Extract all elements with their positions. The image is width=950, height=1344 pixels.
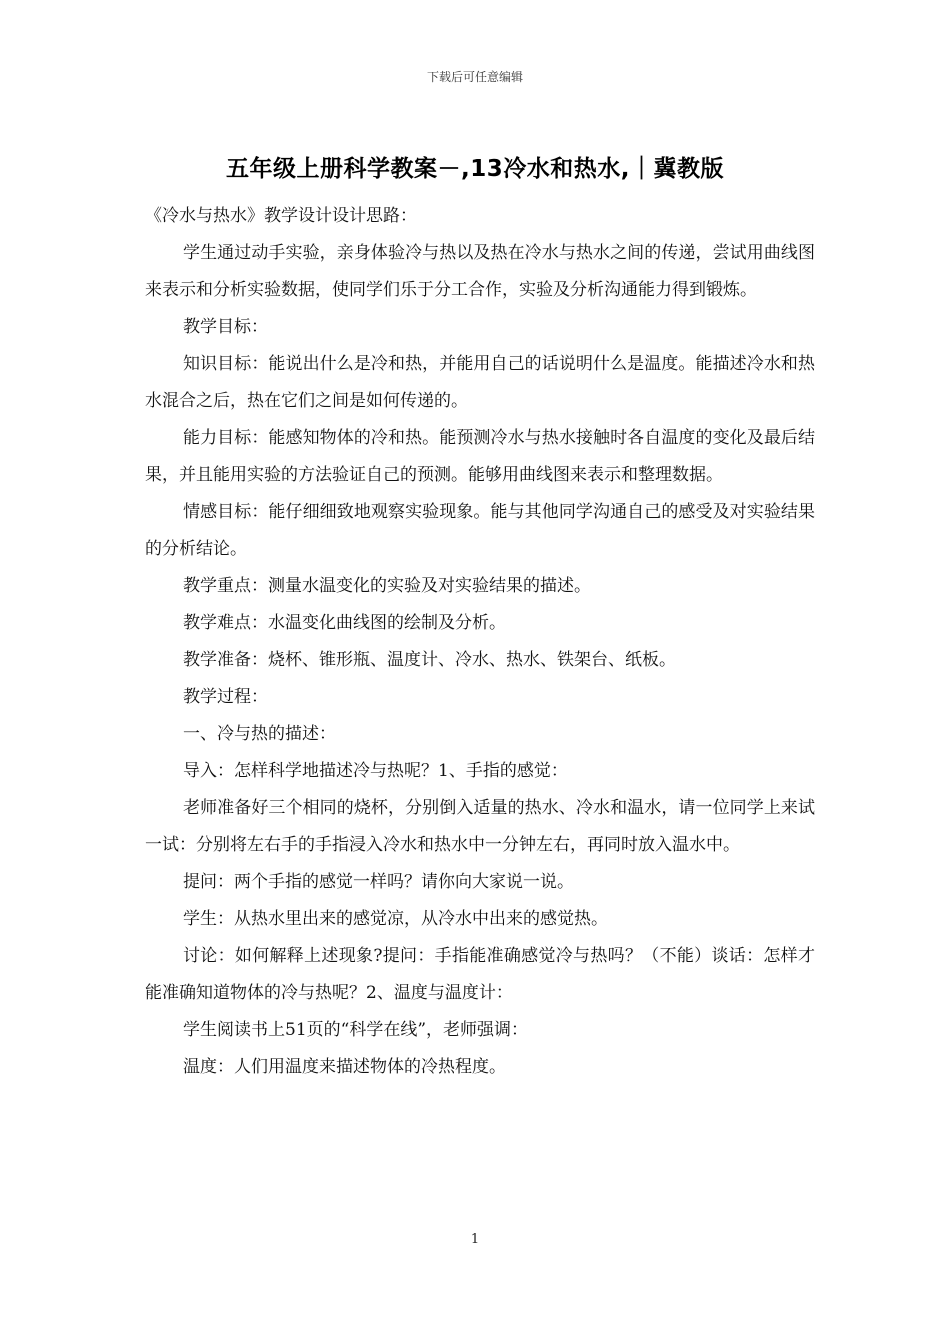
paragraph-student-answer: 学生：从热水里出来的感觉凉，从冷水中出来的感觉热。 <box>183 909 608 929</box>
page-number: 1 <box>470 1232 480 1247</box>
paragraph-knowledge-goal: 知识目标：能说出什么是冷和热，并能用自己的话说明什么是温度。能描述冷水和热水混合之后，热在它们之间是如何传递的。 <box>145 354 815 411</box>
paragraph-section-one-heading: 一、冷与热的描述： <box>183 724 336 744</box>
paragraph-discussion: 讨论：如何解释上述现象?提问：手指能准确感觉冷与热吗？（不能）谈话：怎样才能准确知道物体的冷与热呢？2、温度与温度计： <box>145 946 815 1003</box>
document-title: 五年级上册科学教案－,13冷水和热水,｜冀教版 <box>226 156 724 182</box>
paragraph-teaching-goals-heading: 教学目标： <box>183 317 268 337</box>
paragraph-experiment-setup: 老师准备好三个相同的烧杯，分别倒入适量的热水、冷水和温水，请一位同学上来试一试：分别将左右手的手指浸入冷水和热水中一分钟左右，再同时放入温水中。 <box>145 798 815 855</box>
paragraph-process-heading: 教学过程： <box>183 687 268 707</box>
paragraph-ability-goal: 能力目标：能感知物体的冷和热。能预测冷水与热水接触时各自温度的变化及最后结果，并且能用实验的方法验证自己的预测。能够用曲线图来表示和整理数据。 <box>145 428 815 485</box>
paragraph-reading: 学生阅读书上51页的“科学在线”，老师强调： <box>183 1020 529 1040</box>
paragraph-temperature-definition: 温度：人们用温度来描述物体的冷热程度。 <box>183 1057 506 1077</box>
paragraph-preparation: 教学准备：烧杯、锥形瓶、温度计、冷水、热水、铁架台、纸板。 <box>183 650 676 670</box>
paragraph-introduction: 导入：怎样科学地描述冷与热呢？1、手指的感觉： <box>183 761 568 781</box>
document-body <box>145 198 815 1086</box>
header-note: 下载后可任意编辑 <box>426 70 523 84</box>
paragraph-design-idea: 学生通过动手实验，亲身体验冷与热以及热在冷水与热水之间的传递，尝试用曲线图来表示和分析实验数据，使同学们乐于分工合作，实验及分析沟通能力得到锻炼。 <box>145 243 815 300</box>
paragraph-emotion-goal: 情感目标：能仔细细致地观察实验现象。能与其他同学沟通自己的感受及对实验结果的分析结论。 <box>145 502 815 559</box>
paragraph-question: 提问：两个手指的感觉一样吗？请你向大家说一说。 <box>183 872 574 892</box>
paragraph-difficulty: 教学难点：水温变化曲线图的绘制及分析。 <box>183 613 506 633</box>
paragraph-design-idea-heading: 《冷水与热水》教学设计设计思路： <box>145 206 417 226</box>
paragraph-key-point: 教学重点：测量水温变化的实验及对实验结果的描述。 <box>183 576 591 596</box>
